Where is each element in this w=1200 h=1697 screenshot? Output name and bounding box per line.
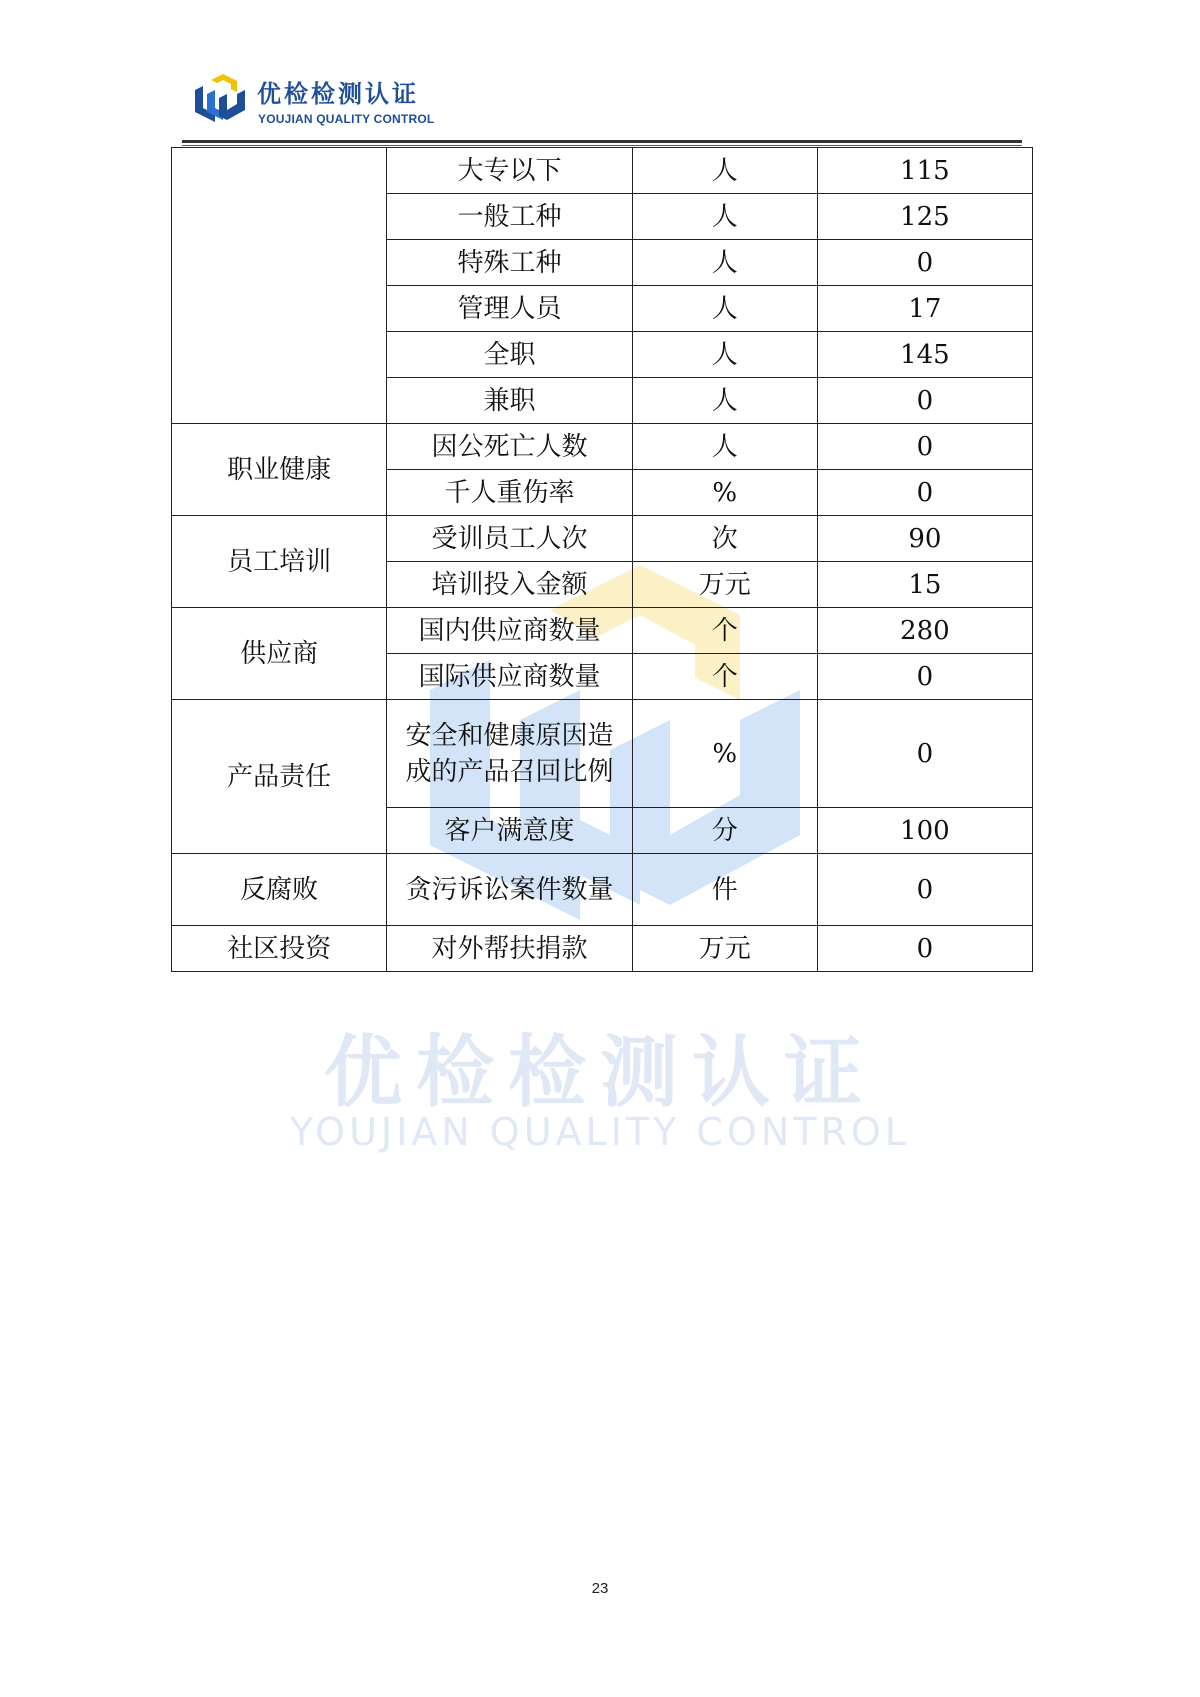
value-cell: 0	[817, 854, 1032, 926]
value-cell: 0	[817, 378, 1032, 424]
indicator-cell: 安全和健康原因造成的产品召回比例	[387, 700, 632, 808]
table-row	[172, 926, 1033, 972]
unit-cell: 人	[632, 424, 817, 470]
unit-cell: 人	[632, 286, 817, 332]
category-cell: 社区投资	[172, 926, 387, 972]
unit-cell: %	[632, 470, 817, 516]
indicator-cell: 管理人员	[387, 286, 632, 332]
table-row	[172, 424, 1033, 470]
indicator-cell: 兼职	[387, 378, 632, 424]
value-cell: 0	[817, 926, 1032, 972]
category-cell: 反腐败	[172, 854, 387, 926]
header-divider-thin	[182, 145, 1022, 146]
value-cell: 0	[817, 470, 1032, 516]
value-cell: 100	[817, 808, 1032, 854]
value-cell: 0	[817, 424, 1032, 470]
value-cell: 17	[817, 286, 1032, 332]
value-cell: 0	[817, 700, 1032, 808]
unit-cell: 人	[632, 194, 817, 240]
table-row	[172, 854, 1033, 926]
indicator-cell: 因公死亡人数	[387, 424, 632, 470]
header-divider	[182, 140, 1022, 143]
unit-cell: %	[632, 700, 817, 808]
indicator-cell: 全职	[387, 332, 632, 378]
indicator-cell: 培训投入金额	[387, 562, 632, 608]
yj-logo-icon	[193, 72, 249, 128]
value-cell: 0	[817, 240, 1032, 286]
indicator-table	[171, 147, 1033, 972]
unit-cell: 人	[632, 332, 817, 378]
watermark-brand-cn: 优检检测认证	[323, 1028, 876, 1118]
category-cell: 产品责任	[172, 700, 387, 854]
unit-cell: 人	[632, 148, 817, 194]
category-cell: 供应商	[172, 608, 387, 700]
indicator-cell: 客户满意度	[387, 808, 632, 854]
unit-cell: 分	[632, 808, 817, 854]
unit-cell: 人	[632, 240, 817, 286]
unit-cell: 人	[632, 378, 817, 424]
indicator-cell: 特殊工种	[387, 240, 632, 286]
value-cell: 90	[817, 516, 1032, 562]
category-cell	[172, 148, 387, 424]
indicator-cell: 大专以下	[387, 148, 632, 194]
table-row	[172, 148, 1033, 194]
unit-cell: 件	[632, 854, 817, 926]
brand-name-cn: 优检检测认证	[257, 80, 419, 108]
unit-cell: 万元	[632, 926, 817, 972]
indicator-cell: 一般工种	[387, 194, 632, 240]
value-cell: 145	[817, 332, 1032, 378]
indicator-cell: 国际供应商数量	[387, 654, 632, 700]
table-row	[172, 700, 1033, 808]
category-cell: 员工培训	[172, 516, 387, 608]
indicator-cell: 受训员工人次	[387, 516, 632, 562]
unit-cell: 个	[632, 608, 817, 654]
indicator-cell: 千人重伤率	[387, 470, 632, 516]
unit-cell: 次	[632, 516, 817, 562]
unit-cell: 个	[632, 654, 817, 700]
page-number: 23	[591, 1580, 609, 1597]
table-row	[172, 516, 1033, 562]
value-cell: 15	[817, 562, 1032, 608]
value-cell: 115	[817, 148, 1032, 194]
unit-cell: 万元	[632, 562, 817, 608]
indicator-cell: 国内供应商数量	[387, 608, 632, 654]
category-cell: 职业健康	[172, 424, 387, 516]
watermark-brand-en: YOUJIAN QUALITY CONTROL	[290, 1110, 910, 1154]
brand-name-en: YOUJIAN QUALITY CONTROL	[258, 112, 435, 126]
value-cell: 0	[817, 654, 1032, 700]
indicator-cell: 对外帮扶捐款	[387, 926, 632, 972]
table-row	[172, 608, 1033, 654]
value-cell: 280	[817, 608, 1032, 654]
indicator-cell: 贪污诉讼案件数量	[387, 854, 632, 926]
value-cell: 125	[817, 194, 1032, 240]
page-header	[193, 70, 453, 132]
